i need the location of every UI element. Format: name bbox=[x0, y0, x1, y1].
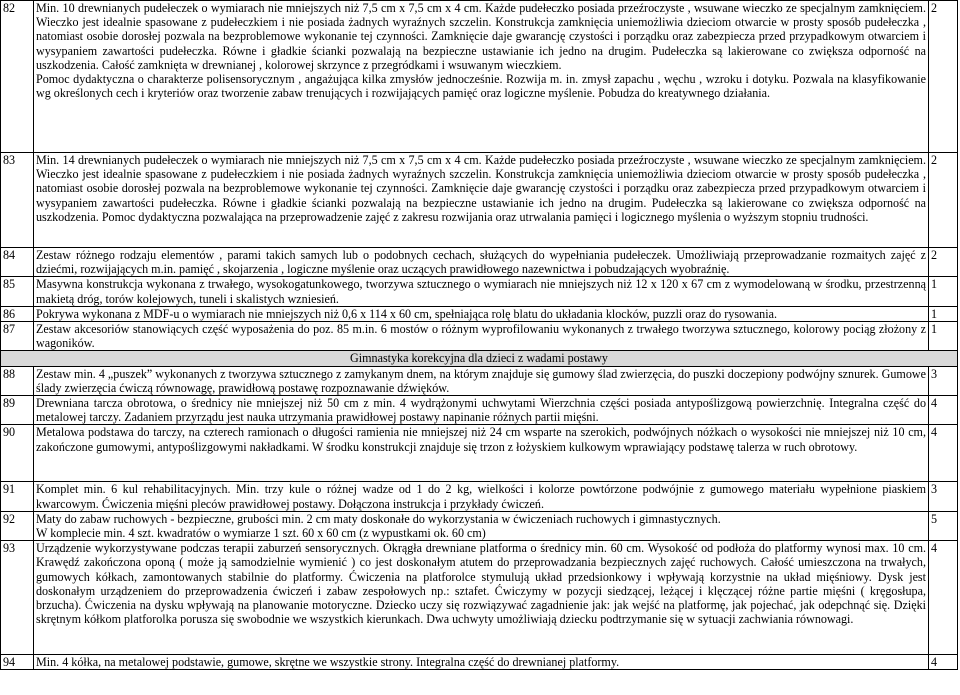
table-row-86 bbox=[1, 306, 958, 321]
description-text: Min. 10 drewnianych pudełeczek o wymiarach nie mniejszych niż 7,5 cm x 7,5 cm x 4 cm. Każde pudełeczko posiada przeźroczyste , wsuwane wieczko ze specjalnym zamknięciem. Wieczko jest idealnie spasowane z pudełeczkiem i nie posiada żadnych wyraźnych szczelin. Konstrukcja zamknięcia uniemożliwia dzieciom otwarcie w prosty sposób pudełeczka , natomiast osobie dorosłej pozwala na bezproblemowe wykonanie tej czynności. Zamknięcie daje gwarancję czystości i porządku oraz zabezpiecza przed przypadkowym otwarciem i wysypaniem zawartości pudełeczka. Równe i gładkie ścianki pozwalają na bezpieczne ustawianie ich jedno na drugim. Pudełeczka są lakierowane co zwiększa odporność na uszkodzenia. Całość zamknięta w drewnianej , kolorowej skrzynce z przegródkami i wsuwanym wieczkiem. bbox=[36, 1, 926, 72]
table-row-89 bbox=[1, 396, 958, 425]
section-title: Gimnastyka korekcyjna dla dzieci z wadami postawy bbox=[1, 351, 958, 366]
row-description: Pokrywa wykonana z MDF-u o wymiarach nie mniejszych niż 0,6 x 114 x 60 cm, spełniająca rolę blatu do układania klocków, puzzli oraz do rysowania. bbox=[34, 306, 929, 321]
table-row-90 bbox=[1, 425, 958, 482]
row-quantity: 1 bbox=[929, 322, 958, 351]
table-row-85 bbox=[1, 277, 958, 306]
row-quantity: 4 bbox=[929, 655, 958, 670]
row-quantity: 3 bbox=[929, 482, 958, 511]
description-text-2: Pomoc dydaktyczna o charakterze polisensorycznym , angażująca kilka zmysłów jednocześnie. Rozwija m. in. zmysł zapachu , węchu , wzroku i dotyku. Pozwala na klasyfikowanie wg określonych cech i kryteriów oraz tworzenie zabaw trenujących i rozwijających pamięć oraz logiczne myślenie. Pobudza do kreatywnego działania. bbox=[36, 72, 926, 101]
table-row-91 bbox=[1, 482, 958, 511]
row-number: 91 bbox=[1, 482, 34, 511]
row-description: Zestaw akcesoriów stanowiących część wyposażenia do poz. 85 m.in. 6 mostów o różnym wyprofilowaniu wykonanych z trwałego tworzywa sztucznego, kolorowy pociąg złożony z wagoników. bbox=[34, 322, 929, 351]
row-number: 82 bbox=[1, 1, 34, 153]
row-number: 93 bbox=[1, 541, 34, 655]
row-quantity: 5 bbox=[929, 511, 958, 540]
table-row-93 bbox=[1, 541, 958, 655]
row-number: 94 bbox=[1, 655, 34, 670]
description-text: Maty do zabaw ruchowych - bezpieczne, grubości min. 2 cm maty doskonałe do wykorzystania w ćwiczeniach ruchowych i gimnastycznych. bbox=[36, 511, 721, 526]
row-description bbox=[34, 1, 929, 153]
description-text-2: W komplecie min. 4 szt. kwadratów o wymiarze 1 szt. 60 x 60 cm (z wypustkami ok. 60 cm) bbox=[36, 526, 486, 541]
row-number: 92 bbox=[1, 511, 34, 540]
table-body bbox=[1, 1, 958, 670]
row-number: 87 bbox=[1, 322, 34, 351]
row-number: 84 bbox=[1, 248, 34, 277]
row-number: 85 bbox=[1, 277, 34, 306]
table-row-82 bbox=[1, 1, 958, 153]
row-description: Drewniana tarcza obrotowa, o średnicy nie mniejszej niż 50 cm z min. 4 wydrążonymi uchwytami Wierzchnia części posiada antypoślizgową powierzchnię. Integralna część do metalowej tarczy. Zadaniem przyrządu jest nauka utrzymania prawidłowej postawy napinanie różnych partii mięśni. bbox=[34, 396, 929, 425]
row-description: Metalowa podstawa do tarczy, na czterech ramionach o długości ramienia nie mniejszej niż 24 cm wsparte na szerokich, podwójnych nóżkach o wysokości nie mniejszej niż 10 cm, zakończone gumowymi, antypoślizgowymi nakładkami. W środku konstrukcji znajduje się trzon z łożyskiem kulkowym wprawiający podstawę talerza w ruch obrotowy. bbox=[34, 425, 929, 482]
row-description bbox=[34, 511, 929, 540]
row-quantity: 1 bbox=[929, 306, 958, 321]
row-description: Min. 14 drewnianych pudełeczek o wymiarach nie mniejszych niż 7,5 cm x 7,5 cm x 4 cm. Każde pudełeczko posiada przeźroczyste , wsuwane wieczko ze specjalnym zamknięciem. Wieczko jest idealnie spasowane z pudełeczkiem i nie posiada żadnych wyraźnych szczelin. Konstrukcja zamknięcia uniemożliwia dzieciom otwarcie w prosty sposób pudełeczka , natomiast osobie dorosłej pozwala na bezproblemowe wykonanie tej czynności. Zamknięcie daje gwarancję czystości i porządku oraz zabezpiecza przed przypadkowym otwarciem i wysypaniem zawartości pudełeczka. Równe i gładkie ścianki pozwalają na bezpieczne ustawianie ich jedno na drugim. Pudełeczka są lakierowane co zwiększa odporność na uszkodzenia. Pomoc dydaktyczna pozwalająca na przeprowadzenie zajęć z zakresu rozwijania oraz utrwalania pamięci i logicznego myślenia o wyższym stopniu trudności. bbox=[34, 153, 929, 248]
row-number: 83 bbox=[1, 153, 34, 248]
row-quantity: 4 bbox=[929, 541, 958, 655]
table-row-87 bbox=[1, 322, 958, 351]
row-description: Min. 4 kółka, na metalowej podstawie, gumowe, skrętne we wszystkie strony. Integralna część do drewnianej platformy. bbox=[34, 655, 929, 670]
table-row-92 bbox=[1, 511, 958, 540]
table-row-94 bbox=[1, 655, 958, 670]
row-quantity: 2 bbox=[929, 153, 958, 248]
row-number: 90 bbox=[1, 425, 34, 482]
row-number: 89 bbox=[1, 396, 34, 425]
row-quantity: 2 bbox=[929, 248, 958, 277]
table-row-84 bbox=[1, 248, 958, 277]
row-number: 88 bbox=[1, 366, 34, 395]
section-header-row bbox=[1, 351, 958, 366]
row-description: Zestaw min. 4 „puszek” wykonanych z tworzywa sztucznego z zamykanym dnem, na którym znajduje się gumowy ślad zwierzęcia, do puszki doczepiony podwójny sznurek. Gumowe ślady zwierzęcia ćwiczą równowagę, prawidłową postawę rozpoznawanie dźwięków. bbox=[34, 366, 929, 395]
row-description: Masywna konstrukcja wykonana z trwałego, wysokogatunkowego, tworzywa sztucznego o wymiarach nie mniejszych niż 12 x 120 x 67 cm z wymodelowaną w środku, przestrzenną makietą dróg, torów kolejowych, tuneli i skalistych wzniesień. bbox=[34, 277, 929, 306]
row-quantity: 4 bbox=[929, 425, 958, 482]
row-quantity: 4 bbox=[929, 396, 958, 425]
row-number: 86 bbox=[1, 306, 34, 321]
row-quantity: 3 bbox=[929, 366, 958, 395]
row-quantity: 2 bbox=[929, 1, 958, 153]
row-quantity: 1 bbox=[929, 277, 958, 306]
table-row-88 bbox=[1, 366, 958, 395]
row-description: Komplet min. 6 kul rehabilitacyjnych. Min. trzy kule o różnej wadze od 1 do 2 kg, wielkości i kolorze powtórzone podwójnie z gumowego materiału wypełnione piaskiem kwarcowym. Ćwiczenia mięśni pleców prawidłowej postawy. Dołączona instrukcja i przykłady ćwiczeń. bbox=[34, 482, 929, 511]
row-description: Urządzenie wykorzystywane podczas terapii zaburzeń sensorycznych. Okrągła drewniane platforma o średnicy min. 60 cm. Wysokość od podłoża do platformy wynosi max. 10 cm. Krawędź zakończona oponą ( może ją samodzielnie wymienić ) co jest doskonałym atutem do przeprowadzania bezpiecznych zajęć ruchowych. Całość umieszczona na trwałych, gumowych kółkach, zamontowanych stabilnie do platformy. Ćwiczenia na platforolce stymulują układ przedsionkowy i wpływają korzystnie na układ mięśniowy. Dysk jest doskonałym urządzeniem do przeprowadzenia ćwiczeń i zabaw zespołowych np.: sztafet. Ćwiczymy w pozycji siedzącej, leżącej i klęczącej różne partie mięśni ( kręgosłupa, brzucha). Ćwiczenia na dysku wpływają na planowanie motoryczne. Dziecko uczy się rozwiązywać zagadnienie jak: jak wejść na platformę, jak pojechać, jak odepchnąć się. Dzięki skrętnym kółkom platforolka porusza się swobodnie we wszystkich kierunkach. Dwa uchwyty umożliwiają dziecku podtrzymanie się w sytuacji zachwiania równowagi. bbox=[34, 541, 929, 655]
row-description: Zestaw różnego rodzaju elementów , parami takich samych lub o podobnych cechach, służących do wypełniania pudełeczek. Umożliwiają przeprowadzanie rozmaitych zajęć z dziećmi, rozwijających m.in. pamięć , skojarzenia , logiczne myślenie oraz uczących prawidłowego nazewnictwa i pobudzających wyobraźnię. bbox=[34, 248, 929, 277]
table-row-83 bbox=[1, 153, 958, 248]
